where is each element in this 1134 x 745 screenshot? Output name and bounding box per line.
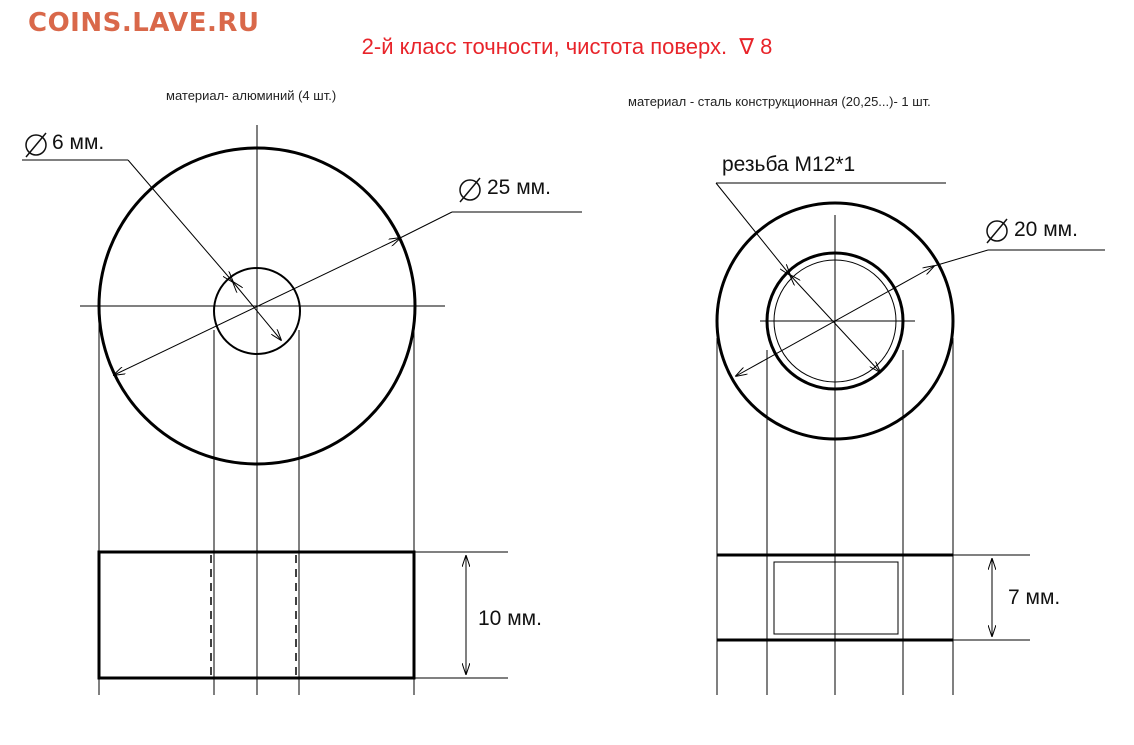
title-text: 2-й класс точности, чистота поверх. bbox=[361, 34, 728, 59]
diameter-icon bbox=[26, 133, 46, 157]
surface-finish-symbol: ∇ 8 bbox=[739, 34, 773, 59]
right-material-label: материал - сталь конструкционная (20,25...)- 1 шт. bbox=[628, 94, 931, 109]
watermark: COINS.LAVE.RU bbox=[28, 8, 260, 38]
right-thread-label: резьба М12*1 bbox=[722, 153, 856, 176]
right-height-label: 7 мм. bbox=[1008, 586, 1061, 609]
diameter-icon bbox=[987, 219, 1007, 243]
left-hole-leader bbox=[128, 160, 233, 282]
right-outer-leader bbox=[934, 250, 988, 266]
left-outer-leader bbox=[400, 212, 452, 238]
left-material-label: материал- алюминий (4 шт.) bbox=[166, 88, 337, 103]
right-thread-leader bbox=[716, 183, 790, 275]
left-outer-diameter-label: 25 мм. bbox=[487, 176, 551, 199]
left-height-label: 10 мм. bbox=[478, 607, 542, 630]
right-outer-diameter-label: 20 мм. bbox=[1014, 218, 1078, 241]
right-side-view-thread bbox=[774, 562, 898, 634]
diameter-icon bbox=[460, 178, 480, 202]
left-hole-diameter-label: 6 мм. bbox=[52, 131, 105, 154]
right-part-drawing bbox=[716, 183, 1105, 695]
